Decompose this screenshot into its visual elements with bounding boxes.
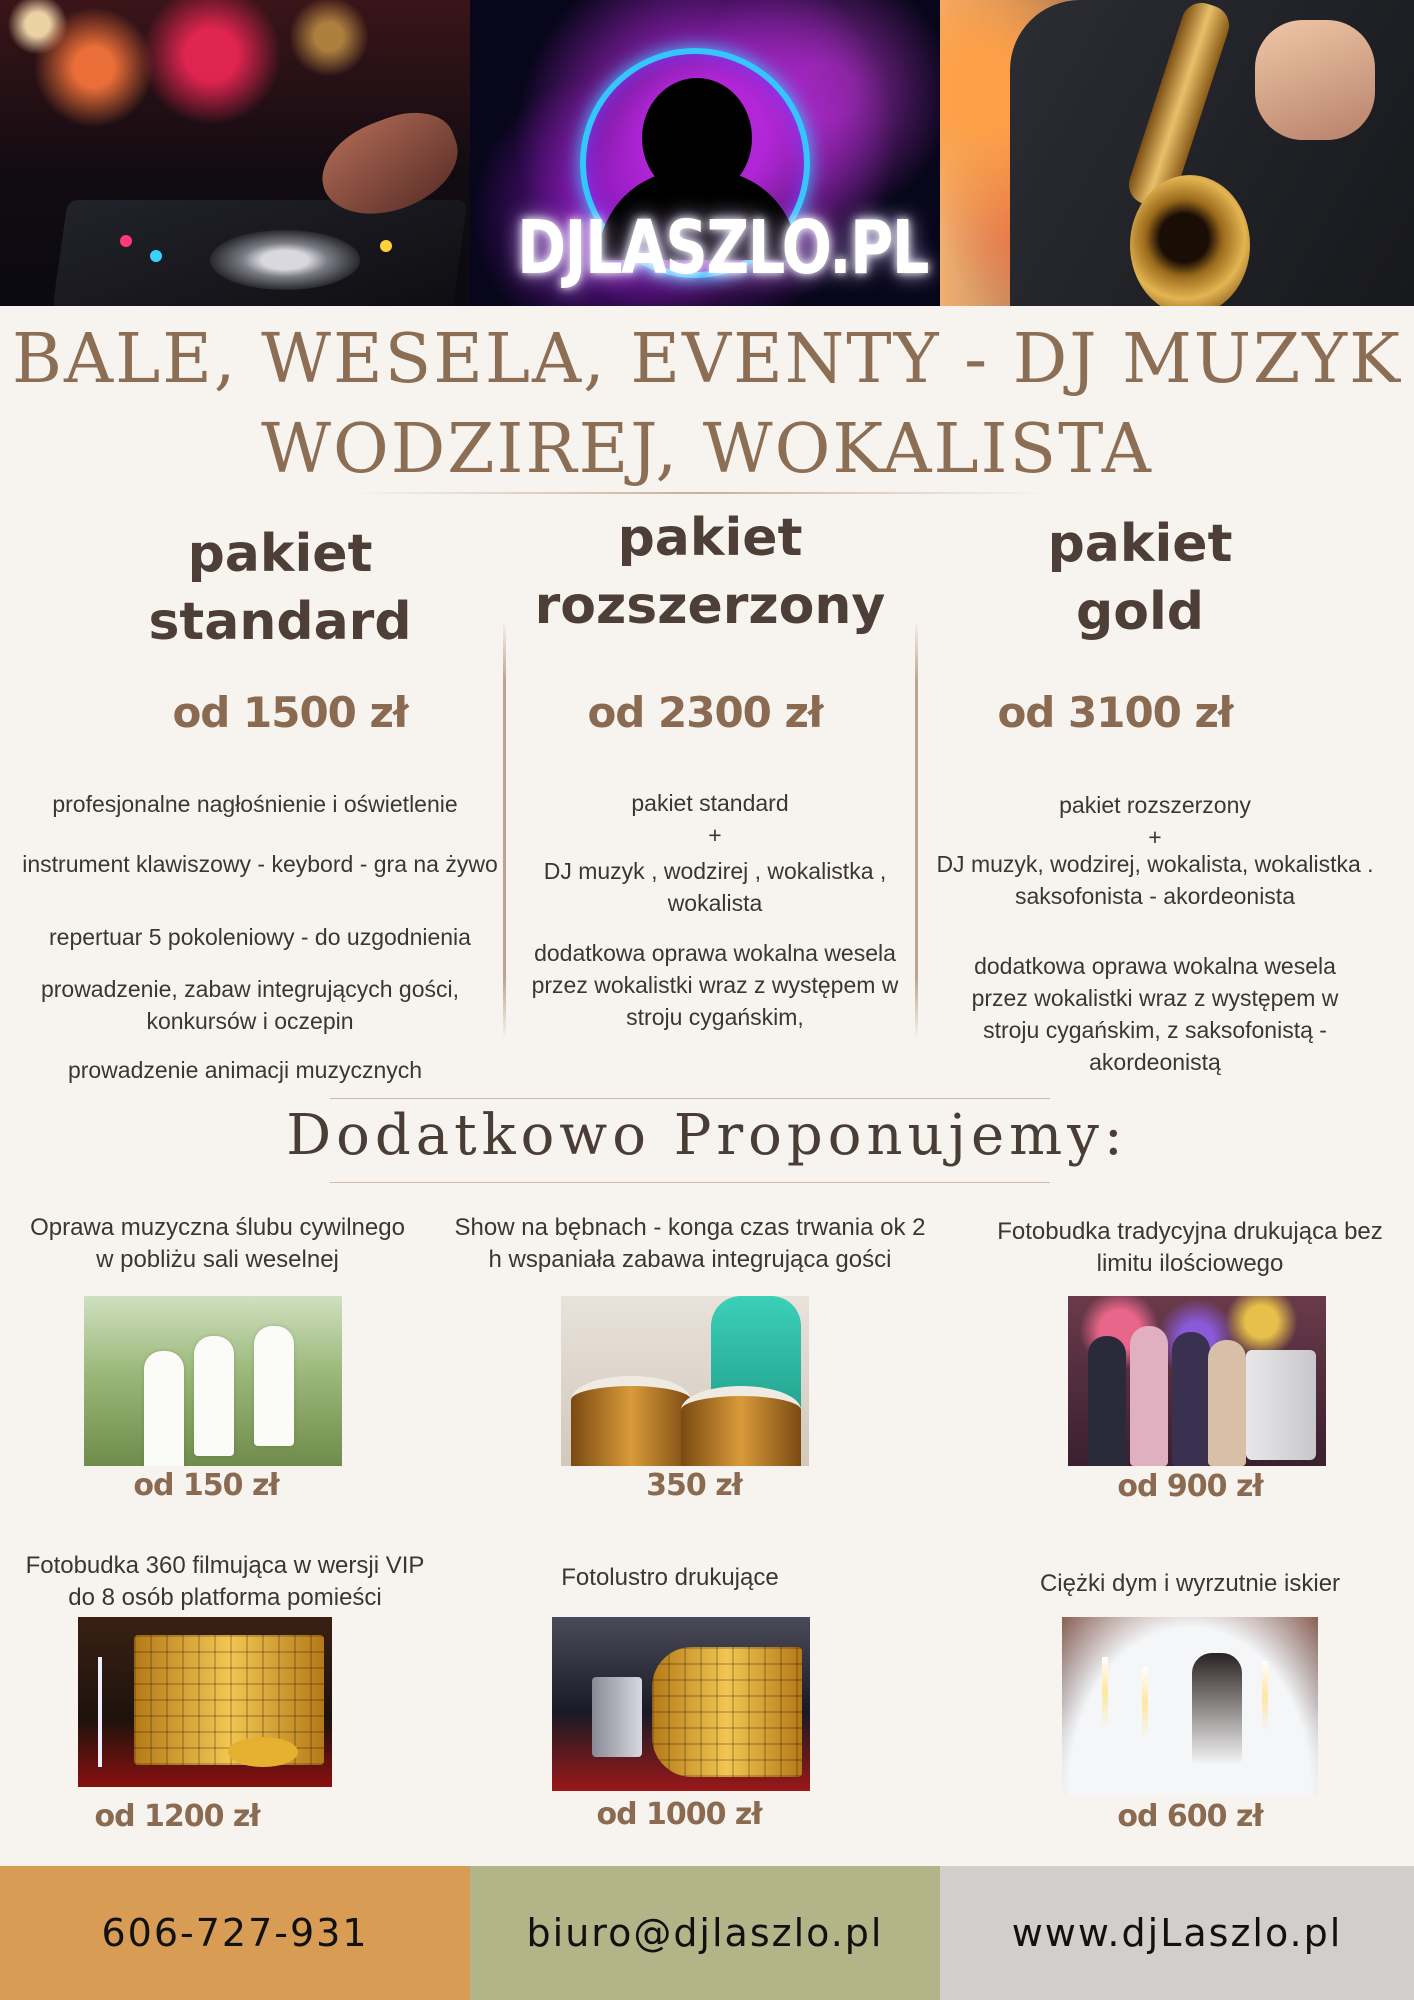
musician-hand [1255,20,1375,140]
extra-label: Show na bębnach - konga czas trwania ok 2 h wspaniała zabawa integrująca gości [454,1214,926,1273]
extra-label: Oprawa muzyczna ślubu cywilnego w pobliżu sali weselnej [30,1214,405,1273]
package-extended-price: od 2300 zł [587,688,823,737]
mirror-booth [592,1677,642,1757]
extra-price: od 150 zł [133,1468,279,1503]
photobooth-360-photo [78,1617,332,1787]
package-name-line: gold [1076,582,1204,642]
package-item: pakiet rozszerzony [1059,792,1251,818]
package-name-line: pakiet [617,508,803,568]
platform-360 [228,1737,298,1767]
package-item: profesjonalne nagłośnienie i oświetlenie [52,791,458,817]
package-item: dodatkowa oprawa wokalna wesela przez wokalistki wraz z występem w stroju cygańskim, z saksofonistą - akordeonistą [971,953,1339,1075]
extras-divider-bottom [330,1182,1050,1183]
package-extended-title [520,504,900,640]
package-gold-title [950,510,1330,646]
logo-panel [470,0,940,306]
photobooth-party-photo [1068,1296,1326,1466]
package-name-line: rozszerzony [534,576,886,636]
email-link[interactable]: biuro@djlaszlo.pl [470,1866,940,2000]
spark-fountain [1102,1657,1108,1727]
column-divider [503,620,506,1040]
drum [681,1386,801,1466]
guest [1208,1340,1246,1466]
title-divider [345,492,1055,494]
package-item: repertuar 5 pokoleniowy - do uzgodnienia [49,924,471,950]
package-standard-title [90,520,470,656]
extra-price: od 900 zł [1117,1469,1263,1504]
extra-label: Ciężki dym i wyrzutnie iskier [1039,1570,1341,1597]
light-pole [98,1657,102,1767]
turntable-platter [210,230,360,290]
ceremony-chairs-photo [84,1296,342,1466]
package-name-line: pakiet [1047,514,1233,574]
extra-price: od 1200 zł [94,1799,260,1834]
package-item: prowadzenie animacji muzycznych [67,1057,423,1083]
gold-curved-backdrop [652,1647,802,1777]
package-name-line: pakiet [187,524,373,584]
dj-silhouette-head [642,78,752,198]
dancing-couple [1192,1653,1242,1763]
mixer-knob [380,240,392,252]
package-gold-price: od 3100 zł [997,688,1233,737]
package-item: DJ muzyk , wodzirej , wokalistka , wokalista [543,858,887,916]
guest [1088,1336,1126,1466]
package-item: instrument klawiszowy - keybord - gra na żywo [22,851,498,877]
heavy-smoke-photo [1062,1617,1318,1795]
photobooth [1246,1350,1316,1460]
mirror-booth-photo [552,1617,810,1791]
extra-price: 350 zł [646,1468,742,1503]
extra-price: od 1000 zł [596,1797,762,1832]
extra-label: Fotobudka tradycyjna drukująca bez limitu ilościowego [997,1218,1383,1277]
phone-link[interactable]: 606-727-931 [0,1866,470,2000]
extras-title: Dodatkowo Proponujemy: [286,1103,1128,1168]
chair [194,1336,234,1456]
bongo-drums-photo [561,1296,809,1466]
drum [571,1376,691,1466]
mixer-knob [150,250,162,262]
chair [144,1351,184,1466]
guest [1130,1326,1168,1466]
title-line-1: BALE, WESELA, EVENTY - DJ MUZYK [12,320,1402,399]
logo-text: DJLASZLO.PL [517,205,928,291]
page-title [0,315,1414,495]
mixer-knob [120,235,132,247]
extras-divider-top [330,1098,1050,1099]
column-divider [915,620,918,1040]
saxophone-photo [940,0,1414,306]
package-item: DJ muzyk, wodzirej, wokalista, wokalistka . saksofonista - akordeonista [936,851,1374,909]
package-standard-price: od 1500 zł [172,688,408,737]
dj-mixer-photo [0,0,470,306]
package-item: dodatkowa oprawa wokalna wesela przez wokalistki wraz z występem w stroju cygańskim, [531,940,899,1030]
package-item: + [1148,824,1162,850]
guest [1172,1332,1210,1466]
package-name-line: standard [148,592,412,652]
title-line-2: WODZIREJ, WOKALISTA [261,410,1153,489]
package-item: pakiet standard [631,790,789,816]
chair [254,1326,294,1446]
extra-label: Fotolustro drukujące [561,1564,779,1591]
spark-fountain [1262,1661,1268,1731]
extra-price: od 600 zł [1117,1799,1263,1834]
spark-fountain [1142,1667,1148,1737]
package-item: + [708,822,722,848]
website-link[interactable]: www.djLaszlo.pl [940,1866,1414,2000]
package-item: prowadzenie, zabaw integrujących gości, konkursów i oczepin [40,976,460,1034]
saxophone-bell [1130,175,1250,306]
extra-label: Fotobudka 360 filmująca w wersji VIP do 8 osób platforma pomieści [25,1552,425,1611]
